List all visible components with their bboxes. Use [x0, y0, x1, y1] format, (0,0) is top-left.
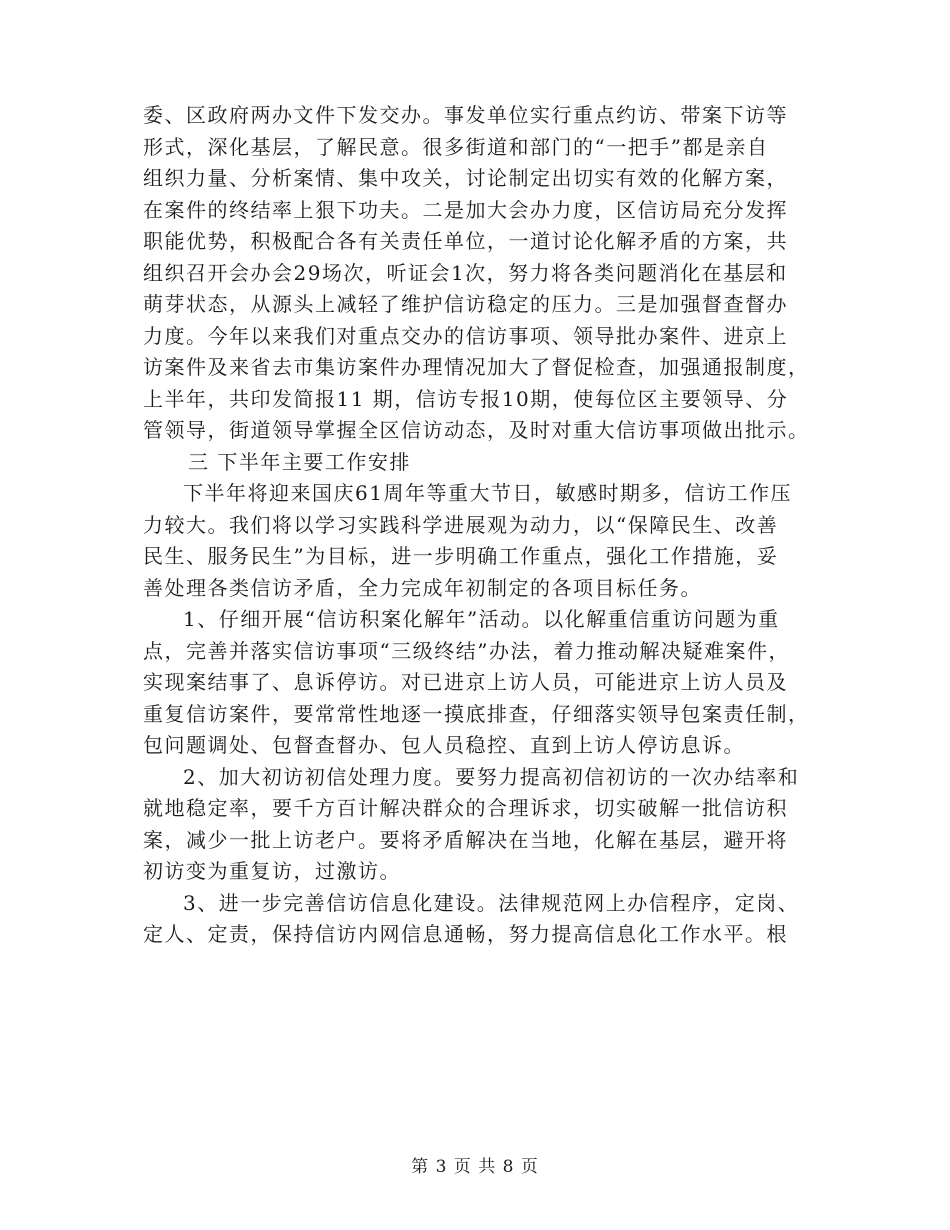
- text-line: 力较大。我们将以学习实践科学进展观为动力，以“保障民生、改善: [143, 512, 779, 537]
- text-line: 重复信访案件，要常常性地逐一摸底排查，仔细落实领导包案责任制，: [143, 701, 810, 726]
- text-line: 访案件及来省去市集访案件办理情况加大了督促检查，加强通报制度，: [143, 355, 810, 379]
- document-body: [143, 100, 810, 951]
- section-heading: [143, 447, 803, 479]
- text-line: 职能优势，积极配合各有关责任单位，一道讨论化解矛盾的方案，共: [143, 229, 788, 253]
- text-line: 3、进一步完善信访信息化建设。法律规范网上办信程序，定岗、: [183, 890, 800, 915]
- text-line: 上半年，共印发简报11 期，信访专报10期，使每位区主要领导、分: [143, 386, 789, 411]
- text-line: 组织力量、分析案情、集中攻关，讨论制定出切实有效的化解方案，: [143, 166, 788, 190]
- paragraph: [143, 478, 803, 604]
- text-line: 下半年将迎来国庆61周年等重大节日，敏感时期多，信访工作压: [183, 481, 792, 505]
- text-line: 2、加大初访初信处理力度。要努力提高初信初访的一次办结率和: [183, 764, 800, 789]
- text-line: 委、区政府两办文件下发交办。事发单位实行重点约访、带案下访等: [143, 103, 788, 127]
- text-line: 善处理各类信访矛盾，全力完成年初制定的各项目标任务。: [143, 575, 702, 600]
- heading-text: 三 下半年主要工作安排: [188, 449, 411, 474]
- paragraph: [143, 604, 810, 762]
- paragraph: [143, 100, 810, 447]
- text-line: 定人、定责，保持信访内网信息通畅，努力提高信息化工作水平。根: [143, 922, 788, 946]
- text-line: 实现案结事了、息诉停访。对已进京上访人员，可能进京上访人员及: [143, 670, 788, 694]
- text-line: 形式，深化基层，了解民意。很多街道和部门的“一把手”都是亲自: [143, 134, 769, 159]
- text-line: 初访变为重复访，过激访。: [143, 859, 401, 883]
- text-line: 管领导，街道领导掌握全区信访动态，及时对重大信访事项做出批示。: [143, 418, 810, 442]
- text-line: 力度。今年以来我们对重点交办的信访事项、领导批办案件、进京上: [143, 323, 788, 348]
- paragraph: [143, 762, 803, 888]
- text-line: 在案件的终结率上狠下功夫。二是加大会办力度，区信访局充分发挥: [143, 197, 788, 222]
- text-line: 就地稳定率，要千方百计解决群众的合理诉求，切实破解一批信访积: [143, 796, 788, 820]
- paragraph: [143, 888, 803, 951]
- text-line: 案，减少一批上访老户。要将矛盾解决在当地，化解在基层，避开将: [143, 827, 788, 852]
- text-line: 组织召开会办会29场次，听证会1次，努力将各类问题消化在基层和: [143, 260, 788, 285]
- text-line: 包问题调处、包督查督办、包人员稳控、直到上访人停访息诉。: [143, 733, 745, 757]
- text-line: 点，完善并落实信访事项“三级终结”办法，着力推动解决疑难案件，: [143, 638, 790, 663]
- text-line: 民生、服务民生”为目标，进一步明确工作重点，强化工作措施，妥: [143, 544, 779, 568]
- page-number-footer: 第 3 页 共 8 页: [411, 1157, 539, 1177]
- text-line: 1、仔细开展“信访积案化解年”活动。以化解重信重访问题为重: [183, 607, 780, 631]
- text-line: 萌芽状态，从源头上减轻了维护信访稳定的压力。三是加强督查督办: [143, 292, 788, 316]
